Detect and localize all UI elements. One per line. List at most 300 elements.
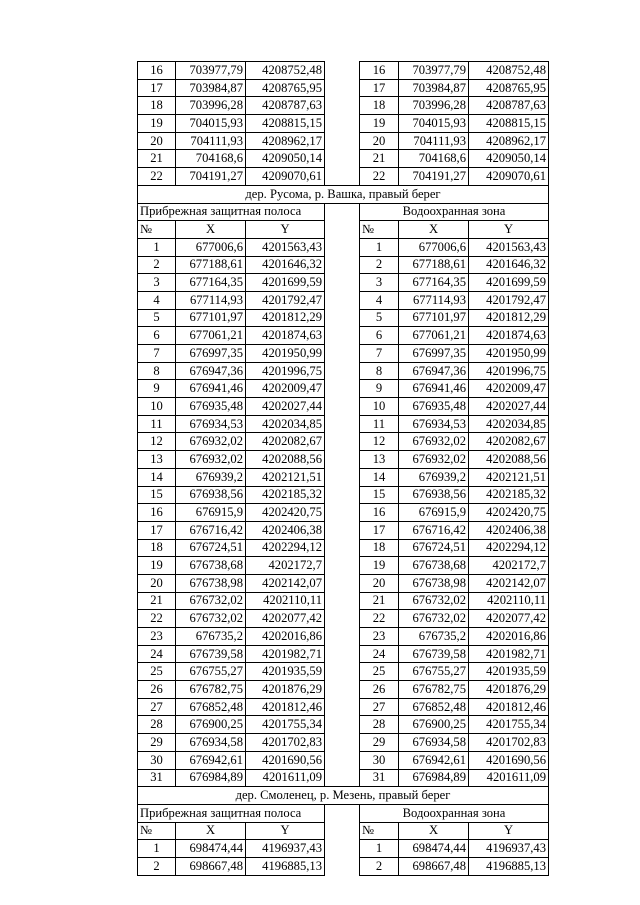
column-gap [325, 557, 360, 575]
coordinate-y: 4196885,13 [469, 857, 549, 875]
coordinate-x: 676739,58 [176, 645, 246, 663]
table-row [138, 504, 549, 522]
coordinate-x: 676939,2 [399, 468, 469, 486]
table-row [138, 592, 549, 610]
coordinate-x: 676934,53 [176, 415, 246, 433]
column-gap [325, 362, 360, 380]
column-gap [325, 857, 360, 875]
coordinate-y: 4208787,63 [469, 97, 549, 115]
coordinate-y: 4201611,09 [246, 769, 325, 787]
column-gap [325, 681, 360, 699]
column-header-row [138, 221, 549, 239]
point-number: 29 [138, 734, 176, 752]
point-number: 2 [360, 256, 399, 274]
coordinate-y: 4202088,56 [246, 451, 325, 469]
coordinate-y: 4208815,15 [469, 115, 549, 133]
coordinate-x: 677061,21 [176, 327, 246, 345]
point-number: 11 [360, 415, 399, 433]
coordinate-x: 676932,02 [399, 451, 469, 469]
point-number: 25 [360, 663, 399, 681]
coordinate-y: 4202185,32 [469, 486, 549, 504]
coordinate-x: 703996,28 [399, 97, 469, 115]
coordinate-y: 4209050,14 [469, 150, 549, 168]
point-number: 16 [138, 62, 176, 80]
coordinate-y: 4196937,43 [246, 840, 325, 858]
point-number: 16 [138, 504, 176, 522]
coordinate-x: 676724,51 [399, 539, 469, 557]
coordinate-x: 676935,48 [399, 398, 469, 416]
coordinate-y: 4208752,48 [469, 62, 549, 80]
header-x: X [176, 221, 246, 239]
column-gap [325, 574, 360, 592]
coordinate-y: 4202294,12 [469, 539, 549, 557]
coordinate-y: 4202009,47 [469, 380, 549, 398]
point-number: 7 [138, 345, 176, 363]
coordinate-x: 676939,2 [176, 468, 246, 486]
coordinate-y: 4202082,67 [246, 433, 325, 451]
coordinate-x: 676738,68 [176, 557, 246, 575]
table-row [138, 433, 549, 451]
coordinate-y: 4201982,71 [469, 645, 549, 663]
coordinate-x: 676938,56 [399, 486, 469, 504]
coordinate-x: 676984,89 [399, 769, 469, 787]
point-number: 5 [138, 309, 176, 327]
table-row [138, 645, 549, 663]
coordinate-x: 677188,61 [399, 256, 469, 274]
point-number: 10 [138, 398, 176, 416]
coordinate-y: 4208962,17 [246, 132, 325, 150]
column-gap [325, 734, 360, 752]
table-row [138, 150, 549, 168]
point-number: 9 [138, 380, 176, 398]
column-gap [325, 115, 360, 133]
coordinate-y: 4202110,11 [469, 592, 549, 610]
coordinate-y: 4201563,43 [469, 238, 549, 256]
column-gap [325, 539, 360, 557]
coordinate-x: 704111,93 [399, 132, 469, 150]
point-number: 27 [138, 698, 176, 716]
coordinate-x: 676716,42 [176, 521, 246, 539]
coordinate-x: 704168,6 [399, 150, 469, 168]
coordinate-x: 703984,87 [399, 79, 469, 97]
point-number: 22 [138, 168, 176, 186]
coordinate-x: 677164,35 [176, 274, 246, 292]
point-number: 17 [138, 79, 176, 97]
coordinate-x: 698667,48 [399, 857, 469, 875]
coordinate-x: 677101,97 [399, 309, 469, 327]
coordinate-x: 676941,46 [399, 380, 469, 398]
point-number: 1 [138, 238, 176, 256]
point-number: 20 [360, 132, 399, 150]
column-gap [325, 398, 360, 416]
coordinate-x: 676934,58 [176, 734, 246, 752]
point-number: 20 [138, 574, 176, 592]
point-number: 15 [138, 486, 176, 504]
coordinate-x: 704111,93 [176, 132, 246, 150]
column-gap [325, 628, 360, 646]
coordinate-y: 4202110,11 [246, 592, 325, 610]
coordinate-x: 676947,36 [176, 362, 246, 380]
column-gap [325, 592, 360, 610]
coordinate-y: 4202082,67 [469, 433, 549, 451]
table-row [138, 574, 549, 592]
point-number: 3 [360, 274, 399, 292]
column-gap [325, 415, 360, 433]
point-number: 14 [360, 468, 399, 486]
table-row [138, 132, 549, 150]
point-number: 23 [138, 628, 176, 646]
table-row [138, 398, 549, 416]
column-gap [325, 521, 360, 539]
table-row [138, 716, 549, 734]
coordinate-x: 676947,36 [399, 362, 469, 380]
point-number: 11 [138, 415, 176, 433]
coordinate-y: 4202088,56 [469, 451, 549, 469]
table-row [138, 628, 549, 646]
table-row [138, 362, 549, 380]
coordinate-x: 676932,02 [399, 433, 469, 451]
coordinate-x: 676935,48 [176, 398, 246, 416]
coordinate-x: 676732,02 [176, 610, 246, 628]
coordinate-y: 4201702,83 [246, 734, 325, 752]
coordinate-y: 4202016,86 [246, 628, 325, 646]
point-number: 30 [360, 751, 399, 769]
column-gap [325, 309, 360, 327]
point-number: 1 [360, 840, 399, 858]
coordinate-x: 703996,28 [176, 97, 246, 115]
coordinate-y: 4201690,56 [246, 751, 325, 769]
table-row [138, 79, 549, 97]
table-row [138, 751, 549, 769]
coordinate-y: 4202142,07 [469, 574, 549, 592]
column-gap [325, 380, 360, 398]
coordinate-x: 676934,58 [399, 734, 469, 752]
header-x: X [176, 822, 246, 840]
column-gap [325, 238, 360, 256]
point-number: 18 [138, 539, 176, 557]
column-gap [325, 150, 360, 168]
coordinate-y: 4202420,75 [246, 504, 325, 522]
coordinate-x: 677164,35 [399, 274, 469, 292]
point-number: 27 [360, 698, 399, 716]
coordinate-x: 677101,97 [176, 309, 246, 327]
point-number: 15 [360, 486, 399, 504]
point-number: 21 [360, 150, 399, 168]
point-number: 3 [138, 274, 176, 292]
coordinate-y: 4201699,59 [469, 274, 549, 292]
table-row [138, 62, 549, 80]
coordinate-y: 4208752,48 [246, 62, 325, 80]
coordinate-y: 4209070,61 [469, 168, 549, 186]
coordinate-y: 4201812,29 [246, 309, 325, 327]
coordinate-x: 676852,48 [399, 698, 469, 716]
coordinate-x: 676997,35 [399, 345, 469, 363]
section-title: дер. Русома, р. Вашка, правый берег [138, 185, 549, 203]
coordinate-y: 4202027,44 [469, 398, 549, 416]
coordinate-y: 4201874,63 [469, 327, 549, 345]
coordinate-y: 4201935,59 [469, 663, 549, 681]
header-x: X [399, 822, 469, 840]
coordinate-y: 4201996,75 [469, 362, 549, 380]
table-row [138, 380, 549, 398]
coordinate-x: 703977,79 [399, 62, 469, 80]
column-gap [325, 256, 360, 274]
water-protection-zone-heading: Водоохранная зона [360, 804, 549, 822]
column-gap [325, 132, 360, 150]
coastal-strip-heading: Прибрежная защитная полоса [138, 203, 325, 221]
point-number: 17 [138, 521, 176, 539]
header-y: Y [469, 822, 549, 840]
point-number: 26 [360, 681, 399, 699]
column-gap [325, 822, 360, 840]
coordinate-y: 4202172,7 [469, 557, 549, 575]
table-row [138, 539, 549, 557]
point-number: 8 [360, 362, 399, 380]
point-number: 2 [138, 857, 176, 875]
coordinate-x: 676997,35 [176, 345, 246, 363]
coordinate-y: 4201812,29 [469, 309, 549, 327]
coordinate-y: 4201935,59 [246, 663, 325, 681]
table-row [138, 663, 549, 681]
coordinate-y: 4201982,71 [246, 645, 325, 663]
point-number: 14 [138, 468, 176, 486]
point-number: 17 [360, 521, 399, 539]
coordinate-y: 4202172,7 [246, 557, 325, 575]
coordinate-y: 4201755,34 [246, 716, 325, 734]
coordinate-x: 676934,53 [399, 415, 469, 433]
column-gap [325, 645, 360, 663]
point-number: 17 [360, 79, 399, 97]
coordinate-x: 703984,87 [176, 79, 246, 97]
point-number: 6 [360, 327, 399, 345]
coordinate-x: 704015,93 [399, 115, 469, 133]
coordinate-y: 4202009,47 [246, 380, 325, 398]
coordinate-x: 677006,6 [399, 238, 469, 256]
table-row [138, 345, 549, 363]
coordinate-x: 704015,93 [176, 115, 246, 133]
coordinate-y: 4201611,09 [469, 769, 549, 787]
coordinate-x: 677061,21 [399, 327, 469, 345]
coordinate-x: 676732,02 [176, 592, 246, 610]
table-row [138, 769, 549, 787]
point-number: 20 [360, 574, 399, 592]
coordinate-x: 676984,89 [176, 769, 246, 787]
coordinate-y: 4202142,07 [246, 574, 325, 592]
header-number: № [360, 221, 399, 239]
column-gap [325, 504, 360, 522]
point-number: 18 [360, 539, 399, 557]
column-gap [325, 716, 360, 734]
table-row [138, 415, 549, 433]
point-number: 19 [138, 115, 176, 133]
coordinate-x: 676852,48 [176, 698, 246, 716]
coordinate-x: 676755,27 [399, 663, 469, 681]
point-number: 28 [360, 716, 399, 734]
coordinate-x: 677006,6 [176, 238, 246, 256]
header-y: Y [246, 221, 325, 239]
coordinate-x: 676900,25 [399, 716, 469, 734]
coordinate-x: 704191,27 [176, 168, 246, 186]
coordinate-x: 676716,42 [399, 521, 469, 539]
coordinate-y: 4202294,12 [246, 539, 325, 557]
coordinate-x: 676724,51 [176, 539, 246, 557]
section-heading-row [138, 203, 549, 221]
point-number: 22 [360, 610, 399, 628]
header-number: № [360, 822, 399, 840]
point-number: 29 [360, 734, 399, 752]
coordinate-x: 676932,02 [176, 451, 246, 469]
section-title: дер. Смоленец, р. Мезень, правый берег [138, 787, 549, 805]
table-row [138, 451, 549, 469]
point-number: 28 [138, 716, 176, 734]
point-number: 24 [138, 645, 176, 663]
column-gap [325, 168, 360, 186]
coordinate-y: 4201792,47 [246, 291, 325, 309]
point-number: 19 [360, 557, 399, 575]
coordinate-y: 4201876,29 [469, 681, 549, 699]
coordinate-y: 4202016,86 [469, 628, 549, 646]
table-row [138, 256, 549, 274]
column-gap [325, 79, 360, 97]
table-row [138, 274, 549, 292]
coordinate-y: 4201646,32 [246, 256, 325, 274]
point-number: 4 [360, 291, 399, 309]
coordinate-x: 676738,98 [399, 574, 469, 592]
coordinate-x: 676735,2 [399, 628, 469, 646]
coordinate-y: 4208765,95 [246, 79, 325, 97]
point-number: 26 [138, 681, 176, 699]
column-gap [325, 291, 360, 309]
point-number: 1 [138, 840, 176, 858]
table-row [138, 610, 549, 628]
coordinate-x: 676915,9 [399, 504, 469, 522]
column-gap [325, 203, 360, 221]
column-gap [325, 840, 360, 858]
coordinate-x: 676735,2 [176, 628, 246, 646]
point-number: 18 [360, 97, 399, 115]
water-protection-zone-heading: Водоохранная зона [360, 203, 549, 221]
coordinate-x: 676942,61 [176, 751, 246, 769]
coordinate-y: 4201792,47 [469, 291, 549, 309]
coordinate-y: 4209070,61 [246, 168, 325, 186]
column-gap [325, 274, 360, 292]
coordinate-x: 676739,58 [399, 645, 469, 663]
point-number: 19 [360, 115, 399, 133]
coordinate-y: 4202420,75 [469, 504, 549, 522]
point-number: 5 [360, 309, 399, 327]
point-number: 24 [360, 645, 399, 663]
point-number: 30 [138, 751, 176, 769]
coordinate-y: 4208962,17 [469, 132, 549, 150]
coordinate-x: 676782,75 [176, 681, 246, 699]
coordinate-x: 676755,27 [176, 663, 246, 681]
coordinate-x: 676941,46 [176, 380, 246, 398]
point-number: 19 [138, 557, 176, 575]
column-gap [325, 451, 360, 469]
coordinate-y: 4209050,14 [246, 150, 325, 168]
header-y: Y [246, 822, 325, 840]
table-row [138, 115, 549, 133]
column-gap [325, 345, 360, 363]
column-header-row [138, 822, 549, 840]
coordinate-x: 676732,02 [399, 592, 469, 610]
table-row [138, 486, 549, 504]
column-gap [325, 221, 360, 239]
column-gap [325, 327, 360, 345]
coordinate-y: 4202077,42 [246, 610, 325, 628]
point-number: 21 [138, 150, 176, 168]
table-row [138, 291, 549, 309]
section-heading-row [138, 804, 549, 822]
table-row [138, 97, 549, 115]
column-gap [325, 698, 360, 716]
point-number: 8 [138, 362, 176, 380]
coordinate-y: 4202406,38 [469, 521, 549, 539]
coordinate-x: 676942,61 [399, 751, 469, 769]
point-number: 21 [138, 592, 176, 610]
coordinate-x: 676782,75 [399, 681, 469, 699]
point-number: 9 [360, 380, 399, 398]
point-number: 22 [360, 168, 399, 186]
point-number: 6 [138, 327, 176, 345]
coordinate-y: 4201874,63 [246, 327, 325, 345]
coordinate-y: 4202121,51 [246, 468, 325, 486]
column-gap [325, 610, 360, 628]
column-gap [325, 62, 360, 80]
column-gap [325, 486, 360, 504]
column-gap [325, 769, 360, 787]
coastal-strip-heading: Прибрежная защитная полоса [138, 804, 325, 822]
table-row [138, 734, 549, 752]
coordinate-x: 677114,93 [399, 291, 469, 309]
section-title-row [138, 787, 549, 805]
coordinate-y: 4196885,13 [246, 857, 325, 875]
table-row [138, 681, 549, 699]
point-number: 12 [138, 433, 176, 451]
point-number: 22 [138, 610, 176, 628]
point-number: 13 [360, 451, 399, 469]
coordinate-y: 4201690,56 [469, 751, 549, 769]
coordinate-y: 4202185,32 [246, 486, 325, 504]
coordinate-x: 676738,98 [176, 574, 246, 592]
point-number: 18 [138, 97, 176, 115]
column-gap [325, 97, 360, 115]
coordinate-y: 4202077,42 [469, 610, 549, 628]
point-number: 2 [360, 857, 399, 875]
coordinate-y: 4201699,59 [246, 274, 325, 292]
coordinate-x: 677114,93 [176, 291, 246, 309]
coordinate-x: 698474,44 [176, 840, 246, 858]
coordinate-table [137, 61, 549, 876]
table-row [138, 840, 549, 858]
coordinate-x: 704191,27 [399, 168, 469, 186]
point-number: 31 [138, 769, 176, 787]
point-number: 21 [360, 592, 399, 610]
table-row [138, 857, 549, 875]
coordinate-y: 4201950,99 [469, 345, 549, 363]
column-gap [325, 804, 360, 822]
header-number: № [138, 822, 176, 840]
coordinate-x: 698474,44 [399, 840, 469, 858]
table-row [138, 698, 549, 716]
table-row [138, 327, 549, 345]
coordinate-x: 676915,9 [176, 504, 246, 522]
point-number: 10 [360, 398, 399, 416]
coordinate-x: 703977,79 [176, 62, 246, 80]
coordinate-x: 676738,68 [399, 557, 469, 575]
coordinate-y: 4201876,29 [246, 681, 325, 699]
coordinate-y: 4202034,85 [246, 415, 325, 433]
